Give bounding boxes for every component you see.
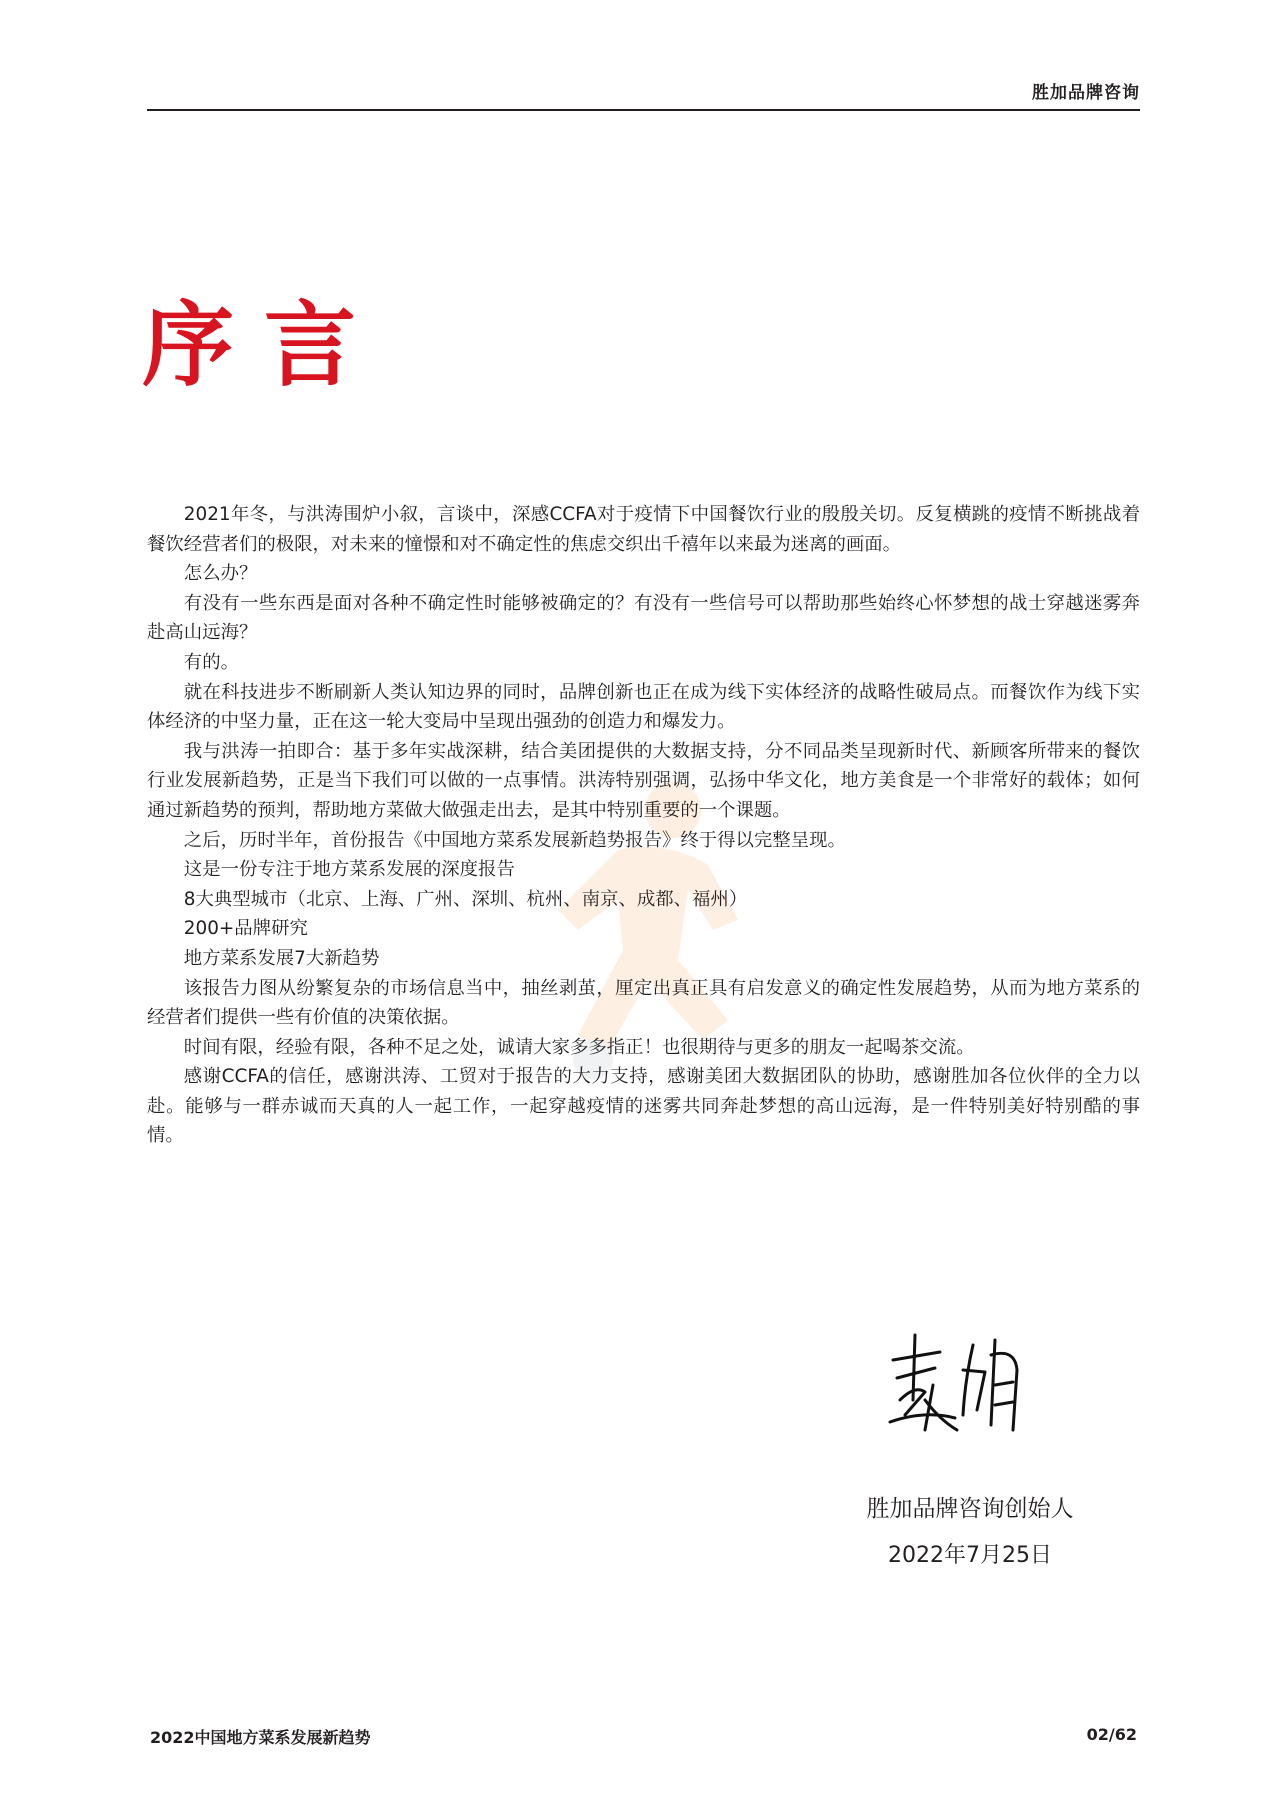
paragraph: 感谢CCFA的信任，感谢洪涛、工贸对于报告的大力支持，感谢美团大数据团队的协助，感谢胜加各位伙伴的全力以赴。能够与一群赤诚而天真的人一起工作，一起穿越疫情的迷雾共同奔赴梦想的高山远海，是一件特别美好特别酷的事情。 (147, 1066, 1140, 1147)
footer-report-title: 2022中国地方菜系发展新趋势 (150, 1728, 371, 1747)
header-brand: 胜加品牌咨询 (1032, 83, 1140, 103)
paragraph: 8大典型城市（北京、上海、广州、深圳、杭州、南京、成都、福州） (183, 888, 748, 910)
paragraph: 该报告力图从纷繁复杂的市场信息当中，抽丝剥茧，厘定出真正具有启发意义的确定性发展趋势，从而为地方菜系的经营者们提供一些有价值的决策依据。 (147, 977, 1140, 1029)
paragraph: 有的。 (183, 651, 239, 673)
preface-body (147, 500, 1140, 1151)
header-divider (147, 109, 1140, 111)
paragraph: 地方菜系发展7大新趋势 (183, 947, 380, 969)
paragraph: 有没有一些东西是面对各种不确定性时能够被确定的？有没有一些信号可以帮助那些始终心怀梦想的战士穿越迷雾奔赴高山远海？ (147, 592, 1140, 644)
page-title: 序言 (142, 292, 387, 399)
paragraph: 怎么办？ (183, 563, 258, 585)
signature-date: 2022年7月25日 (888, 1543, 1052, 1568)
paragraph: 2021年冬，与洪涛围炉小叙，言谈中，深感CCFA对于疫情下中国餐饮行业的殷殷关切。反复横跳的疫情不断挑战着餐饮经营者们的极限，对未来的憧憬和对不确定性的焦虑交织出千禧年以来最为迷离的画面。 (147, 504, 1140, 555)
footer-page-number: 02/62 (1086, 1725, 1137, 1744)
paragraph: 我与洪涛一拍即合：基于多年实战深耕，结合美团提供的大数据支持，分不同品类呈现新时代、新顾客所带来的餐饮行业发展新趋势，正是当下我们可以做的一点事情。洪涛特别强调，弘扬中华文化，地方美食是一个非常好的载体；如何通过新趋势的预判，帮助地方菜做大做强走出去，是其中特别重要的一个课题。 (147, 740, 1140, 821)
paragraph: 200+品牌研究 (183, 918, 308, 940)
paragraph: 之后，历时半年，首份报告《中国地方菜系发展新趋势报告》终于得以完整呈现。 (183, 829, 846, 851)
paragraph: 时间有限，经验有限，各种不足之处，诚请大家多多指正！也很期待与更多的朋友一起喝茶交流。 (183, 1036, 975, 1058)
paragraph: 就在科技进步不断刷新人类认知边界的同时，品牌创新也正在成为线下实体经济的战略性破局点。而餐饮作为线下实体经济的中坚力量，正在这一轮大变局中呈现出强劲的创造力和爆发力。 (147, 681, 1140, 733)
paragraph: 这是一份专注于地方菜系发展的深度报告 (183, 859, 515, 881)
signer-role: 胜加品牌咨询创始人 (866, 1496, 1074, 1522)
handwritten-signature (885, 1330, 1035, 1440)
